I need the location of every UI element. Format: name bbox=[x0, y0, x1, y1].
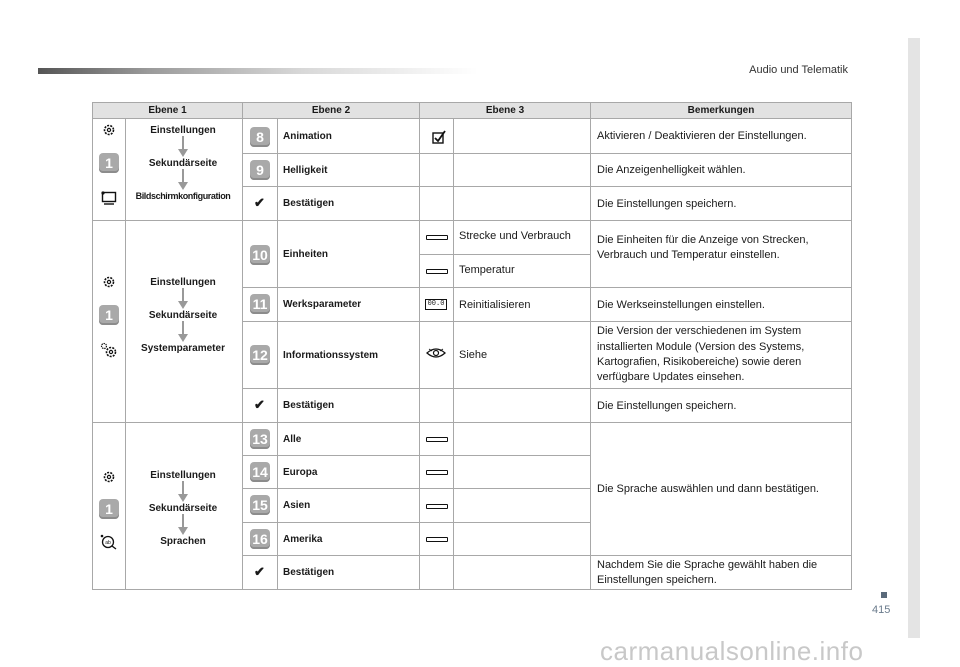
nav-path-languages bbox=[124, 470, 242, 547]
column-header-remarks: Bemerkungen bbox=[591, 103, 851, 118]
arrow-down-icon bbox=[178, 169, 188, 191]
settings-gear-icon bbox=[102, 123, 116, 137]
bar-icon[interactable] bbox=[426, 537, 448, 542]
step-badge-12: 12 bbox=[250, 345, 270, 365]
system-settings-icon bbox=[100, 342, 118, 358]
menu-item-factory-params[interactable]: Werksparameter bbox=[283, 299, 362, 310]
nav-path-display bbox=[124, 125, 242, 201]
svg-text:ab: ab bbox=[105, 540, 111, 546]
reset-icon[interactable]: 00.0 bbox=[425, 299, 447, 310]
menu-item-confirm[interactable]: Bestätigen bbox=[283, 567, 335, 578]
menu-item-all[interactable]: Alle bbox=[283, 433, 302, 445]
nav-step-settings: Einstellungen bbox=[150, 470, 216, 481]
settings-gear-icon bbox=[102, 470, 116, 484]
screen-config-icon bbox=[101, 191, 117, 205]
bar-icon[interactable] bbox=[426, 235, 448, 240]
column-header-level3: Ebene 3 bbox=[420, 103, 590, 118]
section-title: Audio und Telematik bbox=[749, 64, 848, 76]
step-badge-11: 11 bbox=[250, 294, 270, 314]
eye-icon[interactable] bbox=[426, 347, 446, 359]
nav-step-settings: Einstellungen bbox=[150, 277, 216, 288]
nav-step-languages: Sprachen bbox=[160, 536, 206, 547]
remark-factory-params: Die Werkseinstellungen einstellen. bbox=[597, 298, 765, 311]
step-badge-1: 1 bbox=[99, 153, 119, 173]
menu-item-europe[interactable]: Europa bbox=[283, 466, 318, 478]
remark-units: Die Einheiten für die Anzeige von Strecken, Verbrauch und Temperatur einstellen. bbox=[597, 234, 809, 261]
settings-table bbox=[92, 102, 852, 590]
language-icon bbox=[100, 534, 118, 550]
column-header-level2: Ebene 2 bbox=[243, 103, 419, 118]
remark-language-select: Die Sprache auswählen und dann bestätigen. bbox=[597, 483, 819, 495]
remark-confirm: Die Einstellungen speichern. bbox=[597, 399, 737, 412]
step-badge-15: 15 bbox=[250, 495, 270, 515]
option-distance-consumption[interactable]: Strecke und Verbrauch bbox=[459, 230, 571, 242]
arrow-down-icon bbox=[178, 481, 188, 503]
menu-item-asia[interactable]: Asien bbox=[283, 500, 311, 511]
option-reinitialize[interactable]: Reinitialisieren bbox=[459, 298, 531, 311]
nav-step-screen-config: Bildschirmkonfiguration bbox=[135, 191, 231, 201]
page-marker bbox=[881, 592, 887, 598]
option-temperature[interactable]: Temperatur bbox=[459, 264, 515, 276]
step-badge-9: 9 bbox=[250, 160, 270, 180]
remark-info-system: Die Version der verschiedenen im System installierten Module (Version des Systems, Kartografien, Risikobereiche) sowie deren verfügbare Updates einsehen. bbox=[597, 325, 805, 384]
step-badge-1: 1 bbox=[99, 499, 119, 519]
bar-icon[interactable] bbox=[426, 504, 448, 509]
step-badge-8: 8 bbox=[250, 127, 270, 147]
settings-gear-icon bbox=[102, 275, 116, 289]
menu-item-info-system[interactable]: Informationssystem bbox=[283, 349, 379, 361]
menu-item-units[interactable]: Einheiten bbox=[283, 248, 329, 260]
arrow-down-icon bbox=[178, 136, 188, 158]
arrow-down-icon bbox=[178, 288, 188, 310]
watermark: carmanualsonline.info bbox=[600, 636, 864, 666]
nav-step-secondary: Sekundärseite bbox=[148, 503, 218, 514]
menu-item-america[interactable]: Amerika bbox=[283, 533, 323, 545]
menu-item-confirm[interactable]: Bestätigen bbox=[283, 198, 335, 209]
bar-icon[interactable] bbox=[426, 437, 448, 442]
page-number: 415 bbox=[872, 604, 891, 616]
nav-path-system bbox=[124, 277, 242, 354]
step-badge-10: 10 bbox=[250, 245, 270, 265]
nav-step-secondary: Sekundärseite bbox=[148, 310, 218, 321]
arrow-down-icon bbox=[178, 514, 188, 536]
header-gradient-bar bbox=[38, 68, 478, 74]
column-header-level1: Ebene 1 bbox=[93, 103, 242, 118]
remark-brightness: Die Anzeigenhelligkeit wählen. bbox=[597, 164, 746, 176]
remark-confirm: Die Einstellungen speichern. bbox=[597, 197, 737, 210]
step-badge-16: 16 bbox=[250, 529, 270, 549]
step-badge-14: 14 bbox=[250, 462, 270, 482]
step-badge-1: 1 bbox=[99, 305, 119, 325]
bar-icon[interactable] bbox=[426, 470, 448, 475]
menu-item-confirm[interactable]: Bestätigen bbox=[283, 400, 335, 411]
remark-language-confirm: Nachdem Sie die Sprache gewählt haben die Einstellungen speichern. bbox=[597, 558, 818, 586]
check-icon[interactable]: ✔ bbox=[254, 564, 265, 579]
menu-item-brightness[interactable]: Helligkeit bbox=[283, 164, 328, 176]
menu-item-animation[interactable]: Animation bbox=[283, 130, 332, 142]
option-view[interactable]: Siehe bbox=[459, 349, 488, 361]
checkbox-icon[interactable] bbox=[432, 130, 446, 144]
page-edge-tab bbox=[908, 38, 920, 638]
remark-animation: Aktivieren / Deaktivieren der Einstellungen. bbox=[597, 130, 807, 142]
step-badge-13: 13 bbox=[250, 429, 270, 449]
nav-step-settings: Einstellungen bbox=[150, 125, 216, 136]
arrow-down-icon bbox=[178, 321, 188, 343]
nav-step-secondary: Sekundärseite bbox=[148, 158, 218, 169]
nav-step-system-params: Systemparameter bbox=[141, 343, 225, 354]
check-icon[interactable]: ✔ bbox=[254, 195, 265, 210]
bar-icon[interactable] bbox=[426, 269, 448, 274]
check-icon[interactable]: ✔ bbox=[254, 397, 265, 412]
